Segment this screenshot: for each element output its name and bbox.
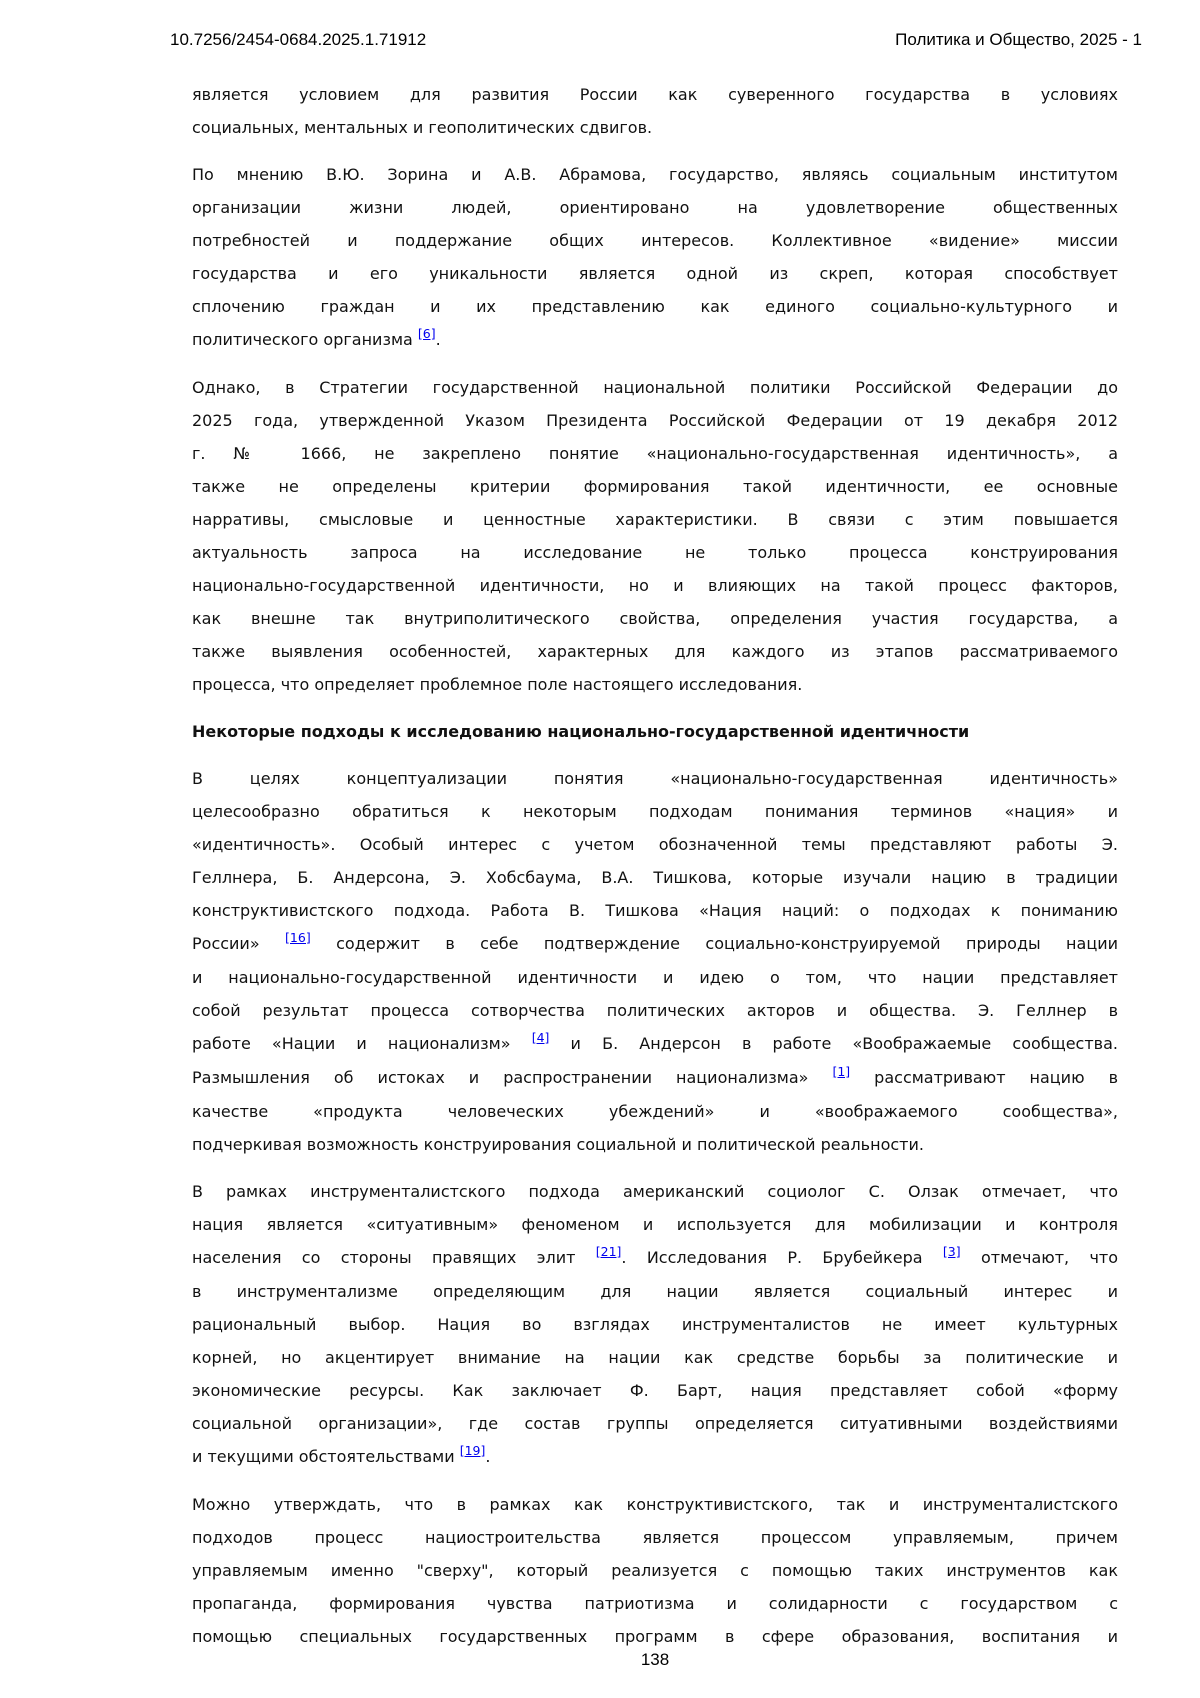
text-line: [192, 1554, 1118, 1587]
text-line: [192, 1095, 1118, 1128]
text-line: [192, 927, 1118, 961]
citation-link[interactable]: [3]: [942, 1244, 961, 1259]
text-segment: организации жизни людей, ориентировано на удовлетворение общественных: [192, 198, 1118, 217]
text-line: [192, 536, 1118, 569]
text-segment: рассматривают нацию в: [850, 1068, 1118, 1087]
text-segment: управляемым именно "сверху", который реализуется с помощью таких инструментов как: [192, 1561, 1118, 1580]
paragraph: [192, 158, 1118, 357]
text-line: [192, 1341, 1118, 1374]
text-segment: и текущими обстоятельствами: [192, 1447, 460, 1466]
text-line: [192, 828, 1118, 861]
text-segment: подходов процесс нациостроительства является процессом управляемым, причем: [192, 1528, 1118, 1547]
citation-link[interactable]: [6]: [417, 326, 436, 341]
text-segment: работе «Нации и национализм»: [192, 1034, 532, 1053]
text-segment: населения со стороны правящих элит: [192, 1248, 596, 1267]
text-line: [192, 894, 1118, 927]
paragraph: [192, 762, 1118, 1161]
text-segment: Геллнера, Б. Андерсона, Э. Хобсбаума, В.А. Тишкова, которые изучали нацию в традиции: [192, 868, 1118, 887]
text-line: [192, 1620, 1118, 1653]
text-segment: России»: [192, 934, 286, 953]
section-paragraphs: [192, 762, 1118, 1653]
text-segment: 2025 года, утвержденной Указом Президента Российской Федерации от 19 декабря 2012: [192, 411, 1118, 430]
text-segment: является условием для развития России как суверенного государства в условиях: [192, 85, 1118, 104]
citation-link[interactable]: [21]: [595, 1244, 622, 1259]
text-segment: целесообразно обратиться к некоторым подходам понимания терминов «нация» и: [192, 802, 1118, 821]
doi-text: 10.7256/2454-0684.2025.1.71912: [170, 30, 427, 49]
text-segment: корней, но акцентирует внимание на нации как средстве борьбы за политические и: [192, 1348, 1118, 1367]
citation-link[interactable]: [1]: [832, 1064, 851, 1079]
text-line: [192, 1308, 1118, 1341]
text-segment: политического организма: [192, 330, 418, 349]
text-line: [192, 158, 1118, 191]
text-segment: г. № 1666, не закреплено понятие «национально-государственная идентичность», а: [192, 444, 1118, 463]
text-line: [192, 1061, 1118, 1095]
text-line: [192, 1241, 1118, 1275]
text-segment: актуальность запроса на исследование не только процесса конструирования: [192, 543, 1118, 562]
text-segment: «идентичность». Особый интерес с учетом обозначенной темы представляют работы Э.: [192, 835, 1118, 854]
text-segment: государства и его уникальности является одной из скреп, которая способствует: [192, 264, 1118, 283]
text-segment: собой результат процесса сотворчества политических акторов и общества. Э. Геллнер в: [192, 1001, 1118, 1020]
citation-link[interactable]: [16]: [285, 930, 311, 945]
article-body: [192, 78, 1118, 1667]
text-segment: .: [485, 1447, 491, 1466]
text-segment: нация является «ситуативным» феноменом и используется для мобилизации и контроля: [192, 1215, 1118, 1234]
text-line: [192, 503, 1118, 536]
text-line: [192, 224, 1118, 257]
text-segment: содержит в себе подтверждение социально-конструируемой природы нации: [310, 934, 1118, 953]
text-line: [192, 404, 1118, 437]
paragraph: [192, 1175, 1118, 1474]
text-line: [192, 371, 1118, 404]
text-line: [192, 78, 1118, 111]
text-line: [192, 191, 1118, 224]
text-segment: качестве «продукта человеческих убеждений» и «воображаемого сообщества»,: [192, 1102, 1118, 1121]
text-line: [192, 569, 1118, 602]
text-segment: помощью специальных государственных программ в сфере образования, воспитания и: [192, 1627, 1118, 1646]
text-line: [192, 1587, 1118, 1620]
text-segment: в инструментализме определяющим для нации является социальный интерес и: [192, 1282, 1118, 1301]
text-line: [192, 290, 1118, 323]
text-line: [192, 1275, 1118, 1308]
paragraph: [192, 1488, 1118, 1653]
text-line: [192, 1128, 1118, 1161]
text-line: [192, 1374, 1118, 1407]
page-header: [170, 30, 1142, 50]
text-segment: .: [435, 330, 441, 349]
text-line: [192, 994, 1118, 1027]
intro-paragraphs: [192, 78, 1118, 701]
text-line: [192, 1175, 1118, 1208]
text-segment: отмечают, что: [960, 1248, 1119, 1267]
text-segment: рациональный выбор. Нация во взглядах инструменталистов не имеет культурных: [192, 1315, 1118, 1334]
text-segment: нарративы, смысловые и ценностные характеристики. В связи с этим повышается: [192, 510, 1118, 529]
text-segment: как внешне так внутриполитического свойства, определения участия государства, а: [192, 609, 1118, 628]
text-segment: Можно утверждать, что в рамках как конструктивистского, так и инструменталистского: [192, 1495, 1118, 1514]
text-segment: конструктивистского подхода. Работа В. Тишкова «Нация наций: о подходах к пониманию: [192, 901, 1118, 920]
text-line: [192, 1208, 1118, 1241]
text-line: [192, 602, 1118, 635]
text-line: [192, 1440, 1118, 1474]
text-segment: Однако, в Стратегии государственной национальной политики Российской Федерации до: [192, 378, 1118, 397]
text-line: [192, 961, 1118, 994]
text-segment: социальных, ментальных и геополитических сдвигов.: [192, 118, 653, 137]
text-segment: В рамках инструменталистского подхода американский социолог С. Олзак отмечает, что: [192, 1182, 1118, 1201]
paragraph: [192, 371, 1118, 701]
section-heading: Некоторые подходы к исследованию национально-государственной идентичности: [192, 722, 970, 741]
text-line: [192, 762, 1118, 795]
text-segment: социальной организации», где состав группы определяется ситуативными воздействиями: [192, 1414, 1118, 1433]
text-segment: Размышления об истоках и распространении национализма»: [192, 1068, 833, 1087]
text-line: [192, 635, 1118, 668]
text-segment: сплочению граждан и их представлению как единого социально-культурного и: [192, 297, 1118, 316]
paragraph: [192, 78, 1118, 144]
text-line: [192, 111, 1118, 144]
text-line: [192, 257, 1118, 290]
text-line: [192, 323, 1118, 357]
citation-link[interactable]: [19]: [459, 1443, 486, 1458]
citation-link[interactable]: [4]: [531, 1030, 550, 1045]
text-segment: и национально-государственной идентичности и идею о том, что нации представляет: [192, 968, 1118, 987]
text-line: [192, 795, 1118, 828]
text-segment: пропаганда, формирования чувства патриотизма и солидарности с государством с: [192, 1594, 1118, 1613]
text-line: [192, 470, 1118, 503]
text-segment: потребностей и поддержание общих интересов. Коллективное «видение» миссии: [192, 231, 1118, 250]
text-line: [192, 668, 1118, 701]
page-number: 138: [640, 1650, 670, 1669]
text-segment: По мнению В.Ю. Зорина и А.В. Абрамова, государство, являясь социальным институтом: [192, 165, 1118, 184]
text-segment: подчеркивая возможность конструирования социальной и политической реальности.: [192, 1135, 924, 1154]
text-segment: процесса, что определяет проблемное поле настоящего исследования.: [192, 675, 803, 694]
text-line: [192, 1521, 1118, 1554]
text-segment: . Исследования Р. Брубейкера: [621, 1248, 943, 1267]
text-segment: экономические ресурсы. Как заключает Ф. Барт, нация представляет собой «форму: [192, 1381, 1118, 1400]
text-segment: также не определены критерии формирования такой идентичности, ее основные: [192, 477, 1118, 496]
text-segment: также выявления особенностей, характерных для каждого из этапов рассматриваемого: [192, 642, 1118, 661]
text-line: [192, 1488, 1118, 1521]
text-segment: В целях концептуализации понятия «национально-государственная идентичность»: [192, 769, 1118, 788]
text-segment: национально-государственной идентичности, но и влияющих на такой процесс факторов,: [192, 576, 1118, 595]
text-line: [192, 1027, 1118, 1061]
text-segment: и Б. Андерсон в работе «Воображаемые сообщества.: [549, 1034, 1118, 1053]
text-line: [192, 861, 1118, 894]
text-line: [192, 1407, 1118, 1440]
text-line: [192, 437, 1118, 470]
journal-title: Политика и Общество, 2025 - 1: [895, 30, 1142, 49]
